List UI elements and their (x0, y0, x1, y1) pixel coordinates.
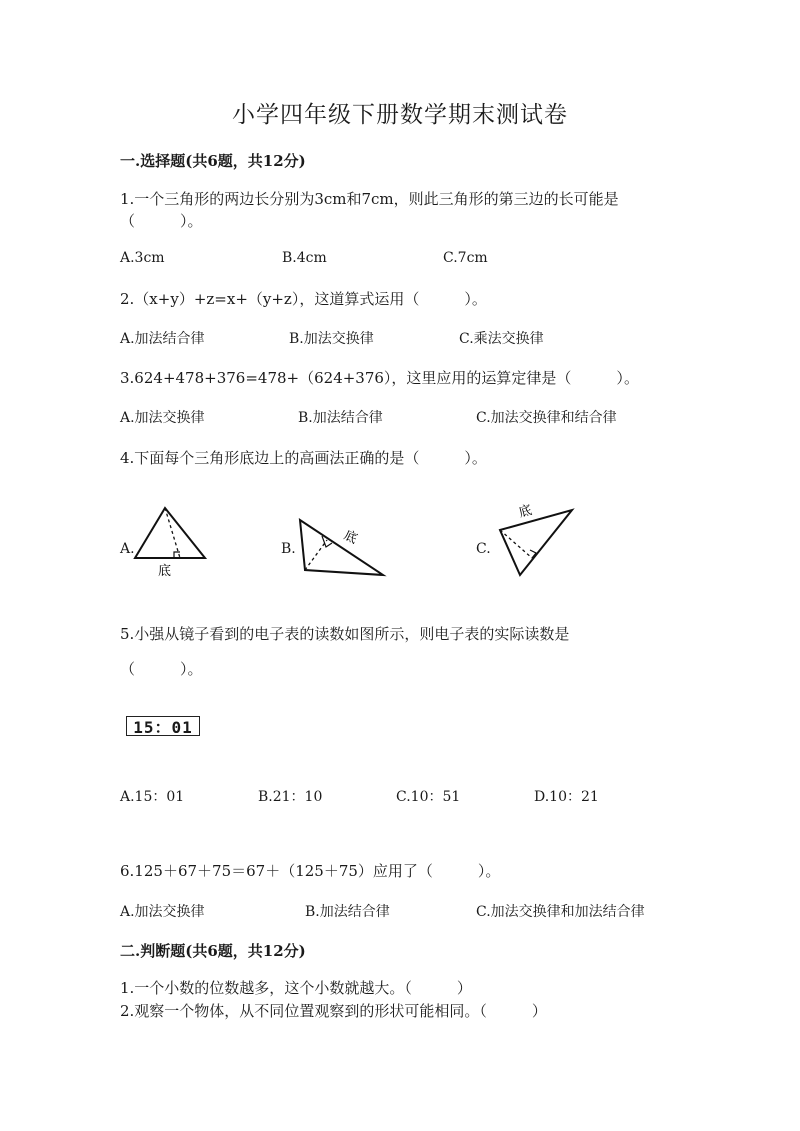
question-2-option-b[interactable]: B.加法交换律 (289, 331, 374, 347)
question-6-text: 6.125＋67＋75＝67＋（125＋75）应用了（ ）。 (120, 862, 501, 880)
question-4-option-c[interactable]: C. (476, 541, 491, 557)
question-6-option-a[interactable]: A.加法交换律 (120, 904, 205, 920)
question-1-text: 1.一个三角形的两边长分别为3cm和7cm，则此三角形的第三边的长可能是 (120, 190, 619, 208)
question-5-option-d[interactable]: D.10：21 (534, 789, 599, 805)
question-4-text: 4.下面每个三角形底边上的高画法正确的是（ ）。 (120, 449, 487, 467)
triangle-c-base-label: 底 (517, 503, 534, 521)
section-heading-true-false: 二.判断题(共6题，共12分) (120, 942, 306, 960)
question-1-option-c[interactable]: C.7cm (443, 250, 488, 266)
question-4-option-b[interactable]: B. (281, 541, 296, 557)
question-4-option-a[interactable]: A. (120, 541, 135, 557)
triangle-figure-c (490, 500, 590, 585)
question-3-option-a[interactable]: A.加法交换律 (120, 410, 205, 426)
triangle-a-base-label: 底 (158, 564, 172, 579)
question-6-option-b[interactable]: B.加法结合律 (305, 904, 390, 920)
question-2-option-a[interactable]: A.加法结合律 (120, 331, 205, 347)
judgement-question-1-text: 1.一个小数的位数越多，这个小数就越大。（ ） (120, 979, 472, 997)
question-1-text-cont: （ ）。 (120, 212, 203, 230)
triangle-figure-b (295, 510, 395, 585)
question-5-option-c[interactable]: C.10：51 (396, 789, 461, 805)
question-5-option-a[interactable]: A.15：01 (120, 789, 185, 805)
question-3-option-b[interactable]: B.加法结合律 (298, 410, 383, 426)
question-5-text: 5.小强从镜子看到的电子表的读数如图所示，则电子表的实际读数是 (120, 625, 570, 643)
judgement-question-2-text: 2.观察一个物体，从不同位置观察到的形状可能相同。（ ） (120, 1002, 547, 1020)
question-5-option-b[interactable]: B.21：10 (258, 789, 323, 805)
digital-clock-display (126, 716, 200, 736)
question-2-option-c[interactable]: C.乘法交换律 (459, 331, 544, 347)
question-3-option-c[interactable]: C.加法交换律和结合律 (476, 410, 617, 426)
triangle-figure-a (130, 500, 220, 580)
question-6-option-c[interactable]: C.加法交换律和加法结合律 (476, 904, 645, 920)
question-1-option-a[interactable]: A.3cm (120, 250, 165, 266)
question-5-text-cont: （ ）。 (120, 660, 203, 678)
clock-reading: 15：01 (133, 717, 193, 737)
question-1-option-b[interactable]: B.4cm (282, 250, 327, 266)
section-heading-choice: 一.选择题(共6题，共12分) (120, 152, 306, 170)
question-3-text: 3.624+478+376=478+（624+376），这里应用的运算定律是（ ）。 (120, 369, 639, 387)
triangle-b-base-label: 底 (341, 528, 360, 548)
page-title: 小学四年级下册数学期末测试卷 (232, 102, 568, 128)
question-2-text: 2.（x+y）+z=x+（y+z），这道算式运用（ ）。 (120, 290, 487, 308)
